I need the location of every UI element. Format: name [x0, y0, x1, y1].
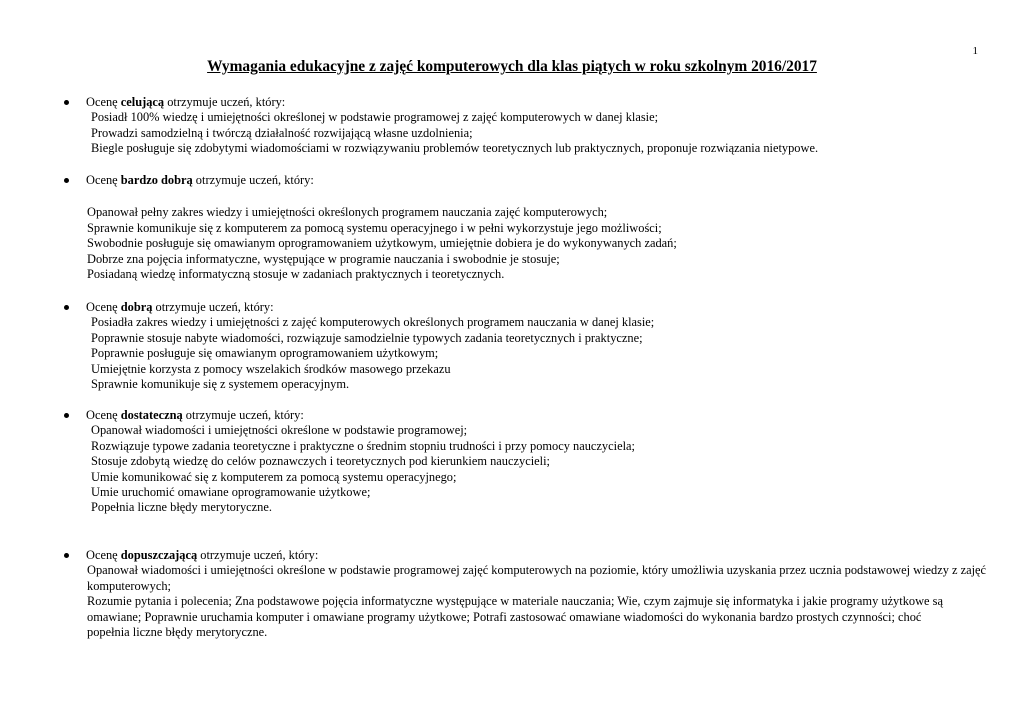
- requirement-list: [91, 423, 994, 515]
- bullet-icon: [64, 413, 69, 418]
- list-item: Posiadła zakres wiedzy i umiejętności z zajęć komputerowych określonych programem nauczania w danej klasie;: [91, 315, 655, 330]
- list-item: Prowadzi samodzielną i twórczą działalność rozwijającą własne uzdolnienia;: [91, 125, 473, 140]
- grade-heading: Ocenę dobrą otrzymuje uczeń, który:: [64, 300, 994, 315]
- requirement-list: [91, 110, 994, 156]
- list-item: Opanował wiadomości i umiejętności określone w podstawie programowej;: [91, 423, 468, 438]
- list-item: Posiadaną wiedzę informatyczną stosuje w zadaniach praktycznych i teoretycznych.: [87, 267, 505, 282]
- list-item: Umiejętnie korzysta z pomocy wszelakich środków masowego przekazu: [91, 361, 451, 376]
- list-item: Posiadł 100% wiedzę i umiejętności określonej w podstawie programowej z zajęć komputerowych w danej klasie;: [91, 110, 659, 125]
- list-item: Umie uruchomić omawiane oprogramowanie użytkowe;: [91, 485, 371, 500]
- list-item: Popełnia liczne błędy merytoryczne.: [91, 500, 272, 515]
- bullet-icon: [64, 100, 69, 105]
- list-item: Dobrze zna pojęcia informatyczne, występujące w programie nauczania i swobodnie je stosuje;: [87, 251, 560, 266]
- list-item: Rozumie pytania i polecenia; Zna podstawowe pojęcia informatyczne występujące w materiale nauczania; Wie, czym zajmuje się informatyka i jakie programy użytkowe są omawiane; Poprawnie uruchamia komputer i omawiane programy użytkowe; Potrafi zastosować omawiane wiadomości do wykonania bardzo prostych czynności; choć popełnia liczne błędy merytoryczne.: [87, 594, 943, 640]
- grade-name: celującą: [120, 95, 165, 109]
- list-item: Sprawnie komunikuje się z systemem operacyjnym.: [91, 377, 350, 392]
- list-item: Sprawnie komunikuje się z komputerem za pomocą systemu operacyjnego i w pełni wykorzystuje jego możliwości;: [87, 220, 662, 235]
- document-title: Wymagania edukacyjne z zajęć komputerowych dla klas piątych w roku szkolnym 2016/2017: [207, 58, 817, 75]
- bullet-icon: [64, 553, 69, 558]
- bullet-icon: [64, 305, 69, 310]
- grade-name: dostateczną: [120, 408, 183, 422]
- list-item: Poprawnie posługuje się omawianym oprogramowaniem użytkowym;: [91, 346, 439, 361]
- grade-heading: Ocenę dostateczną otrzymuje uczeń, który:: [64, 408, 994, 423]
- grade-section-bardzo-dobra: [64, 173, 994, 282]
- grade-name: bardzo dobrą: [120, 173, 193, 187]
- page-number: 1: [972, 45, 978, 57]
- grade-name: dopuszczającą: [120, 548, 198, 562]
- list-item: Biegle posługuje się zdobytymi wiadomościami w rozwiązywaniu problemów teoretycznych lub praktycznych, proponuje rozwiązania nietypowe.: [91, 141, 819, 156]
- list-item: Poprawnie stosuje nabyte wiadomości, rozwiązuje samodzielnie typowych zadania teoretycznych i praktyczne;: [91, 330, 643, 345]
- grade-section-dostateczna: [64, 408, 994, 516]
- grade-name: dobrą: [120, 300, 153, 314]
- requirement-list: [87, 205, 994, 282]
- grade-heading: Ocenę dopuszczającą otrzymuje uczeń, który:: [64, 548, 994, 563]
- list-item: Opanował wiadomości i umiejętności określone w podstawie programowej zajęć komputerowych na poziomie, który umożliwia uzyskania przez ucznia podstawowej wiedzy z zajęć komputerowych;: [87, 563, 987, 593]
- requirement-list: [91, 315, 994, 392]
- list-item: Stosuje zdobytą wiedzę do celów poznawczych i teoretycznych pod kierunkiem nauczycieli;: [91, 454, 550, 469]
- grade-heading: Ocenę celującą otrzymuje uczeń, który:: [64, 95, 994, 110]
- list-item: Swobodnie posługuje się omawianym oprogramowaniem użytkowym, umiejętnie dobiera je do wykonywanych zadań;: [87, 236, 677, 251]
- grade-section-dobra: [64, 300, 994, 392]
- grade-section-dopuszczajaca: [64, 548, 994, 640]
- list-item: Opanował pełny zakres wiedzy i umiejętności określonych programem nauczania zajęć komputerowych;: [87, 205, 608, 220]
- bullet-icon: [64, 178, 69, 183]
- requirement-list: [87, 563, 992, 640]
- grade-heading: Ocenę bardzo dobrą otrzymuje uczeń, który:: [64, 173, 994, 188]
- grade-section-celujaca: [64, 95, 994, 157]
- list-item: Umie komunikować się z komputerem za pomocą systemu operacyjnego;: [91, 469, 457, 484]
- list-item: Rozwiązuje typowe zadania teoretyczne i praktyczne o średnim stopniu trudności i przy pomocy nauczyciela;: [91, 438, 635, 453]
